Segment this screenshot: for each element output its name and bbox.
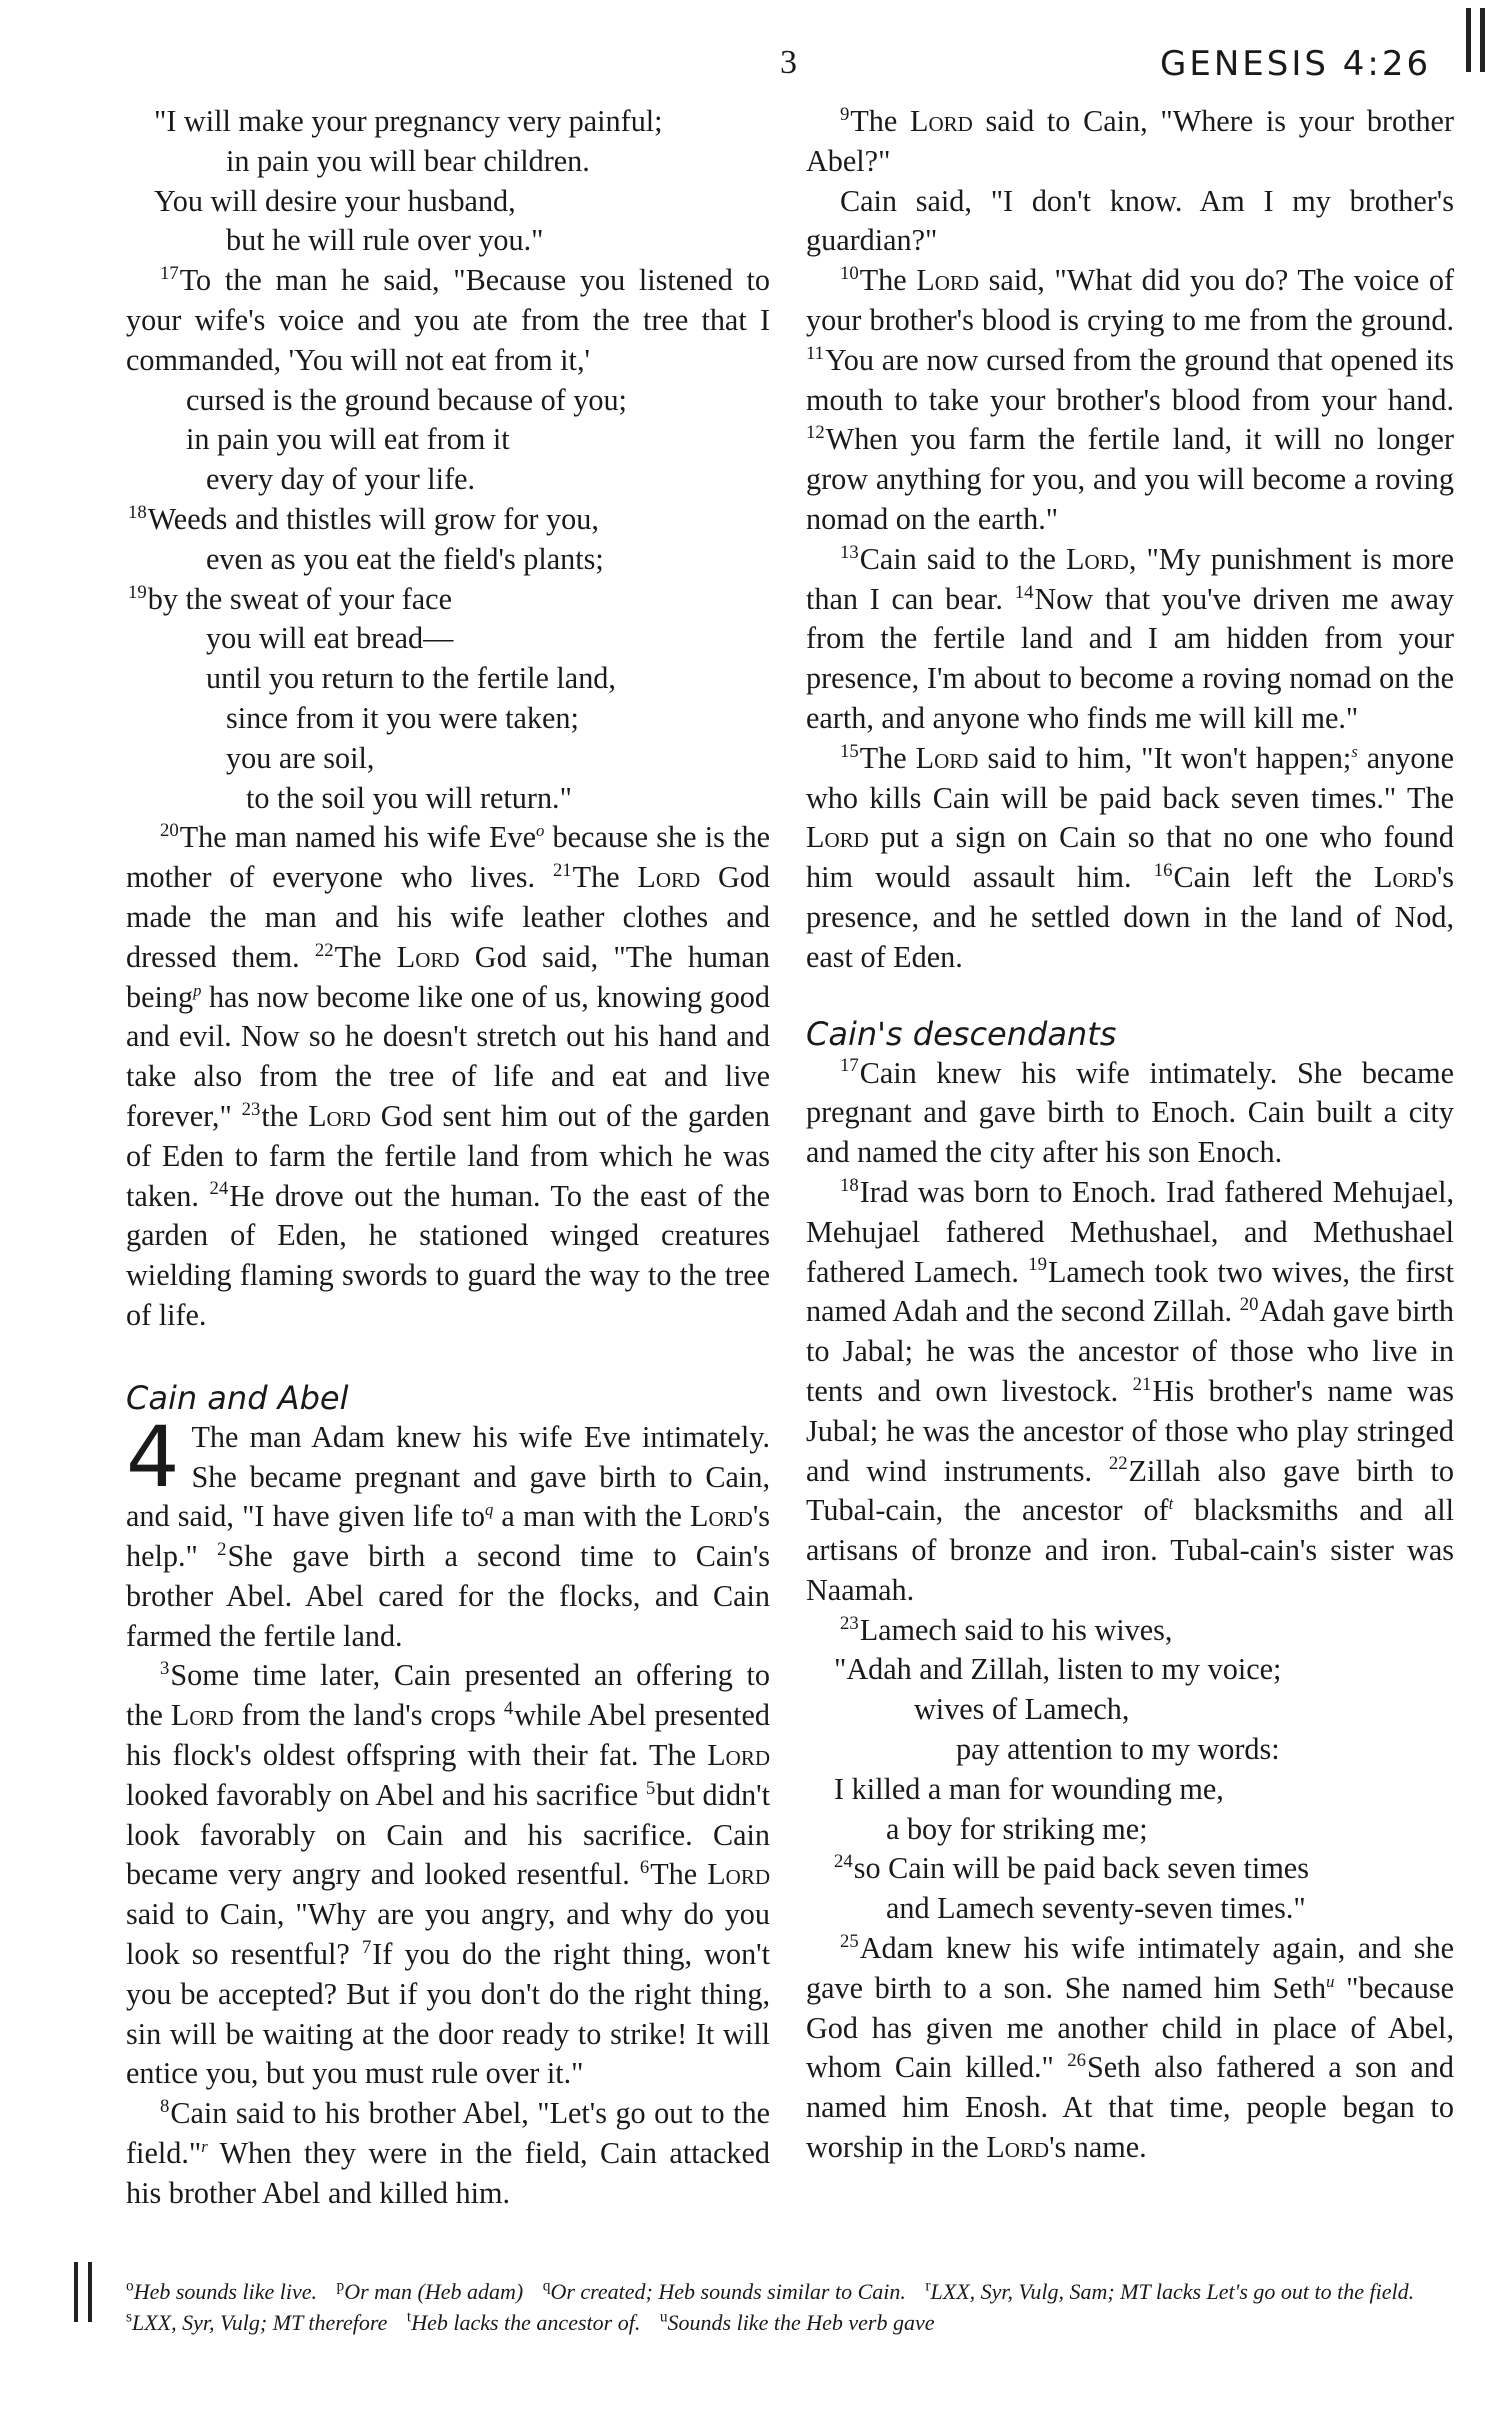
poem-line: even as you eat the field's plants;	[206, 541, 604, 576]
poem-line: since from it you were taken;	[226, 700, 579, 735]
verse-paragraph: $^{10}$The Lord said, "What did you do? The voice of your brother's blood is crying to me from the ground. $^{11}$You are now cursed from the ground that opened its mouth to take your brother's blood from your hand. $^{12}$When you farm the fertile land, it will no longer grow anything for you, and you will become a roving nomad on the earth."	[806, 263, 1454, 536]
verse-paragraph: $^{18}$Irad was born to Enoch. Irad fathered Mehujael, Mehujael fathered Methushael, and Methushael fathered Lamech. $^{19}$Lamech took two wives, the first named Adah and the second Zillah. $^{20}$Adah gave birth to Jabal; he was the ancestor of those who live in tents and own livestock. $^{21}$His brother's name was Jubal; he was the ancestor of those who play stringed and wind instruments. $^{22}$Zillah also gave birth to Tubal-cain, the ancestor of$^t$ blacksmiths and all artisans of bronze and iron. Tubal-cain's sister was Naamah.	[806, 1174, 1455, 1607]
verse-paragraph: $^{20}$The man named his wife Eve$^o$ because she is the mother of everyone who lives. $^{21}$The Lord God made the man and his wife leather clothes and dressed them. $^{22}$The Lord God said, "The human being$^p$ has now become like one of us, knowing good and evil. Now so he doesn't stretch out his hand and take also from the tree of life and eat and live forever," $^{23}$the Lord God sent him out of the garden of Eden to farm the fertile land from which he was taken. $^{24}$He drove out the human. To the east of the garden of Eden, he stationed winged creatures wielding flaming swords to guard the way to the tree of life.	[126, 820, 771, 1332]
footnote-rule	[88, 2262, 92, 2322]
right-column	[806, 102, 1454, 2168]
verse-paragraph: Cain said, "I don't know. Am I my brother's guardian?"	[806, 183, 1454, 258]
poem-line: "Adah and Zillah, listen to my voice;	[834, 1652, 1282, 1687]
poem-line: you will eat bread—	[206, 621, 454, 656]
verse-paragraph: $^{25}$Adam knew his wife intimately again, and she gave birth to a son. She named him Seth$^u$ "because God has given me another child in place of Abel, whom Cain killed." $^{26}$Seth also fathered a son and named him Enosh. At that time, people began to worship in the Lord's name.	[806, 1931, 1454, 2165]
verse-paragraph: $^{17}$Cain knew his wife intimately. She became pregnant and gave birth to Enoch. Cain built a city and named the city after his son Enoch.	[806, 1055, 1454, 1170]
poem-line: you are soil,	[226, 740, 375, 775]
verse-paragraph: $^8$Cain said to his brother Abel, "Let's go out to the field."$^r$ When they were in the field, Cain attacked his brother Abel and killed him.	[126, 2096, 770, 2210]
poem-line: but he will rule over you."	[226, 223, 544, 258]
footnote: $^u$Sounds like the Heb verb gave	[659, 2308, 935, 2335]
poem-line: to the soil you will return."	[246, 780, 572, 815]
verse-paragraph: $^{17}$To the man he said, "Because you listened to your wife's voice and you ate from the tree that I commanded, 'You will not eat from it,'	[126, 263, 770, 377]
footnote-rule	[74, 2262, 78, 2322]
verse-paragraph: $^9$The Lord said to Cain, "Where is your brother Abel?"	[806, 103, 1454, 178]
poem-line: every day of your life.	[206, 462, 476, 497]
poem-line: in pain you will eat from it	[186, 422, 510, 457]
poem-line: until you return to the fertile land,	[206, 661, 616, 696]
poem-line: wives of Lamech,	[914, 1692, 1130, 1727]
poem-line: "I will make your pregnancy very painful;	[154, 104, 663, 138]
footnote: $^r$LXX, Syr, Vulg, Sam; MT lacks Let's go out to the field.	[925, 2277, 1415, 2304]
chapter-paragraph: 4 The man Adam knew his wife Eve intimately. She became pregnant and gave birth to Cain, and said, "I have given life to$^q$ a man with the Lord's help." $^2$She gave birth a second time to Cain's brother Abel. Abel cared for the flocks, and Cain farmed the fertile land.	[126, 1407, 771, 1653]
poem-line: $^{19}$by the sweat of your face	[128, 581, 452, 616]
chapter-number: 4	[126, 1407, 180, 1506]
section-heading: Cain and Abel	[126, 1378, 349, 1417]
thumb-tab-mark	[1480, 8, 1485, 72]
poem-line: cursed is the ground because of you;	[186, 382, 627, 417]
poem-line: a boy for striking me;	[886, 1811, 1148, 1846]
poem-line: $^{24}$so Cain will be paid back seven times	[834, 1851, 1309, 1886]
footnote: $^p$Or man (Heb adam)	[336, 2277, 524, 2304]
left-column	[126, 102, 770, 2214]
poem-line: pay attention to my words:	[956, 1732, 1280, 1767]
footnote: $^t$Heb lacks the ancestor of.	[406, 2308, 641, 2335]
poem-line: You will desire your husband,	[154, 183, 516, 218]
poem-line: $^{18}$Weeds and thistles will grow for you,	[128, 501, 599, 536]
running-head: GENESIS 4:26	[1160, 44, 1432, 84]
page-number: 3	[780, 44, 797, 81]
verse-paragraph: $^{23}$Lamech said to his wives,	[840, 1612, 1173, 1647]
verse-paragraph: $^{13}$Cain said to the Lord, "My punishment is more than I can bear. $^{14}$Now that you've driven me away from the fertile land and I am hidden from your presence, I'm about to become a roving nomad on the earth, and anyone who finds me will kill me."	[806, 541, 1454, 735]
footnote: $^q$Or created; Heb sounds similar to Cain.	[542, 2277, 906, 2304]
footnotes	[126, 2276, 1456, 2338]
thumb-tab-mark	[1466, 8, 1471, 72]
verse-paragraph: $^{15}$The Lord said to him, "It won't happen;$^s$ anyone who kills Cain will be paid back seven times." The Lord put a sign on Cain so that no one who found him would assault him. $^{16}$Cain left the Lord's presence, and he settled down in the land of Nod, east of Eden.	[806, 740, 1454, 974]
footnote: $^o$Heb sounds like live.	[126, 2277, 317, 2304]
poem-line: I killed a man for wounding me,	[834, 1771, 1224, 1806]
footnote: $^s$LXX, Syr, Vulg; MT therefore	[126, 2308, 388, 2335]
poem-line: and Lamech seventy-seven times."	[886, 1891, 1306, 1926]
section-heading: Cain's descendants	[806, 1014, 1117, 1053]
poem-line: in pain you will bear children.	[226, 143, 590, 178]
verse-paragraph: $^3$Some time later, Cain presented an offering to the Lord from the land's crops $^4$while Abel presented his flock's oldest offspring with their fat. The Lord looked favorably on Abel and his sacrifice $^5$but didn't look favorably on Cain and his sacrifice. Cain became very angry and looked resentful. $^6$The Lord said to Cain, "Why are you angry, and why do you look so resentful? $^7$If you do the right thing, won't you be accepted? But if you don't do the right thing, sin will be waiting at the door ready to strike! It will entice you, but you must rule over it."	[126, 1658, 771, 2091]
